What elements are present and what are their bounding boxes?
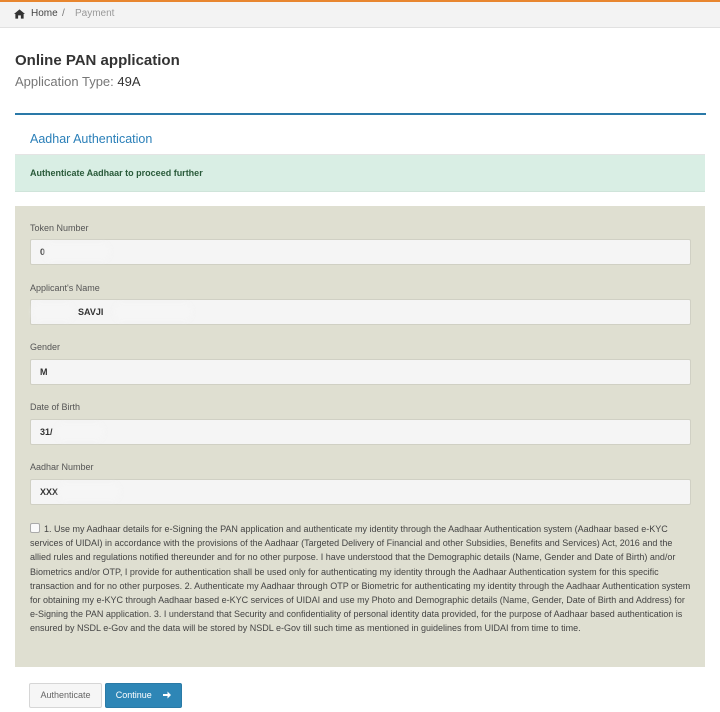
token-number-field[interactable] (30, 239, 691, 265)
application-type (15, 74, 141, 89)
form-panel (15, 206, 705, 667)
applicant-name-field[interactable] (30, 299, 691, 325)
aadhar-number-label: Aadhar Number (30, 462, 94, 472)
page-title: Online PAN application (15, 52, 180, 69)
redaction-blur (59, 426, 101, 438)
breadcrumb (0, 2, 720, 28)
section-title: Aadhar Authentication (30, 132, 153, 146)
date-of-birth-field[interactable] (30, 419, 691, 445)
aadhar-number-value: XXX (40, 487, 59, 497)
breadcrumb-separator: / (62, 8, 65, 19)
title-divider (15, 113, 706, 115)
applicant-name-label: Applicant's Name (30, 283, 100, 293)
applicant-name-value: SAVJI (78, 307, 104, 317)
breadcrumb-current: Payment (75, 8, 115, 19)
gender-value: M (40, 367, 48, 377)
application-type-label: Application Type: (15, 74, 114, 89)
gender-label: Gender (30, 342, 61, 352)
redaction-blur (61, 486, 117, 498)
date-of-birth-value: 31/ (40, 427, 53, 437)
arrow-right-icon (163, 691, 171, 699)
redaction-blur (35, 306, 71, 318)
authenticate-button-label: Authenticate (40, 690, 91, 700)
token-label: Token Number (30, 223, 89, 233)
info-alert-text: Authenticate Aadhaar to proceed further (30, 168, 203, 178)
continue-button-label: Continue (115, 690, 152, 700)
home-icon (14, 9, 25, 19)
aadhar-number-field[interactable] (30, 479, 691, 505)
redaction-blur (117, 306, 189, 318)
token-number-value: 0 (40, 247, 46, 257)
aadhar-authentication-card (15, 121, 705, 667)
info-alert (15, 155, 705, 192)
authenticate-button[interactable] (29, 683, 102, 708)
breadcrumb-home-link[interactable]: Home (31, 8, 58, 19)
dob-label: Date of Birth (30, 402, 81, 412)
application-type-value: 49A (117, 74, 141, 89)
consent-text: 1. Use my Aadhaar details for e-Signing the PAN application and authenticate my identity through the Aadhaar Authentication system (Aadhaar based e-KYC services of UIDAI) in accordance with the provisions of the Aadhaar (Targeted Delivery of Financial and other Subsidies, Benefits and Services) Act, 2016 and the allied rules and regulations notified thereunder and for no other purpose. I have understood that the Demographic details (Name, Gender and Date of Birth) and/or Biometrics and/or OTP, I provide for authentication shall be used only for authenticating my identity through the Aadhaar Authentication system for this specific transaction and for no other purposes. 2. Authenticate my Aadhaar through OTP or Biometric for authenticating my identity through the Aadhaar Authentication system for obtaining my e-KYC through Aadhaar based e-KYC services of UIDAI and use my Photo and Demographic details (Name, Gender, Date of Birth and Address) for e-Signing the PAN application. 3. I understand that Security and confidentiality of personal identity data provided, for the purpose of Aadhaar based authentication is ensured by NSDL e-Gov and the data will be stored by NSDL e-Gov till such time as mentioned in guidelines from UIDAI from time to time. (30, 524, 691, 634)
continue-button[interactable] (105, 683, 182, 708)
gender-field[interactable] (30, 359, 691, 385)
redaction-blur (47, 246, 107, 258)
